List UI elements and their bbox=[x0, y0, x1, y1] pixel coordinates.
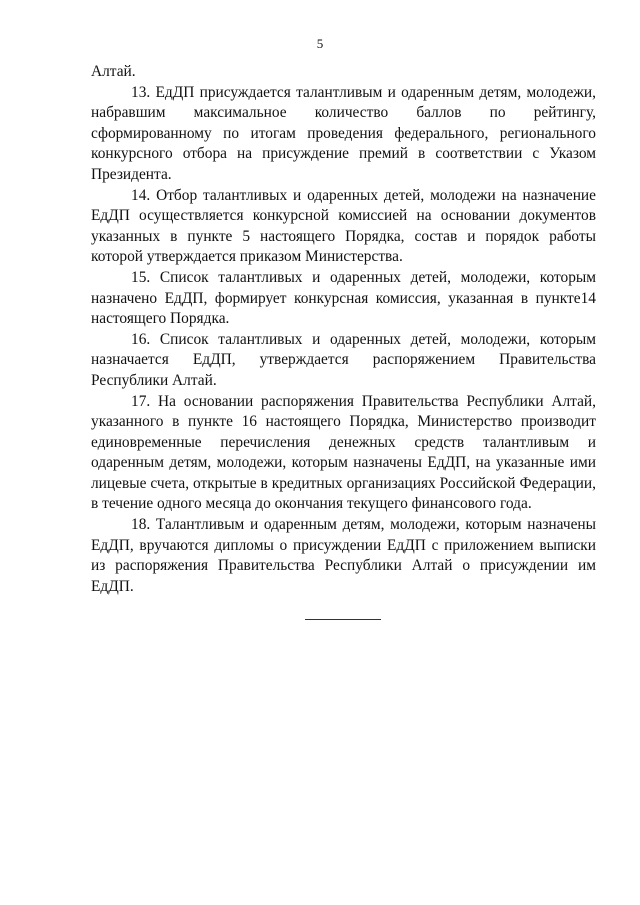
paragraph-18: 18. Талантливым и одаренным детям, молодежи, которым назначены ЕдДП, вручаются дипломы о присуждении ЕдДП с приложением выписки из распоряжения Правительства Республики Алтай о присуждении им ЕдДП. bbox=[91, 516, 596, 595]
end-of-document-rule bbox=[305, 619, 381, 620]
paragraph-17: 17. На основании распоряжения Правительства Республики Алтай, указанного в пункте 16 настоящего Порядка, Министерство производит единовременные перечисления денежных средств талантливым и одаренным детям, молодежи, которым назначены ЕдДП, на указанные ими лицевые счета, открытые в кредитных организациях Российской Федерации, в течение одного месяца до окончания текущего финансового года. bbox=[91, 392, 596, 513]
document-body bbox=[91, 62, 596, 597]
paragraph-continuation: Алтай. bbox=[91, 63, 136, 80]
paragraph-14: 14. Отбор талантливых и одаренных детей, молодежи на назначение ЕдДП осуществляется конкурсной комиссией на основании документов указанных в пункте 5 настоящего Порядка, состав и порядок работы которой утверждается приказом Министерства. bbox=[91, 186, 596, 266]
paragraph-15: 15. Список талантливых и одаренных детей, молодежи, которым назначено ЕдДП, формирует конкурсная комиссия, указанная в пункте14 настоящего Порядка. bbox=[91, 268, 596, 328]
paragraph-13: 13. ЕдДП присуждается талантливым и одаренным детям, молодежи, набравшим максимальное количество баллов по рейтингу, сформированному по итогам проведения федерального, регионального конкурсного отбора на присуждение премий в соответствии с Указом Президента. bbox=[91, 83, 596, 183]
page-number: 5 bbox=[316, 36, 324, 51]
paragraph-16: 16. Список талантливых и одаренных детей, молодежи, которым назначается ЕдДП, утверждается распоряжением Правительства Республики Алтай. bbox=[91, 330, 596, 389]
